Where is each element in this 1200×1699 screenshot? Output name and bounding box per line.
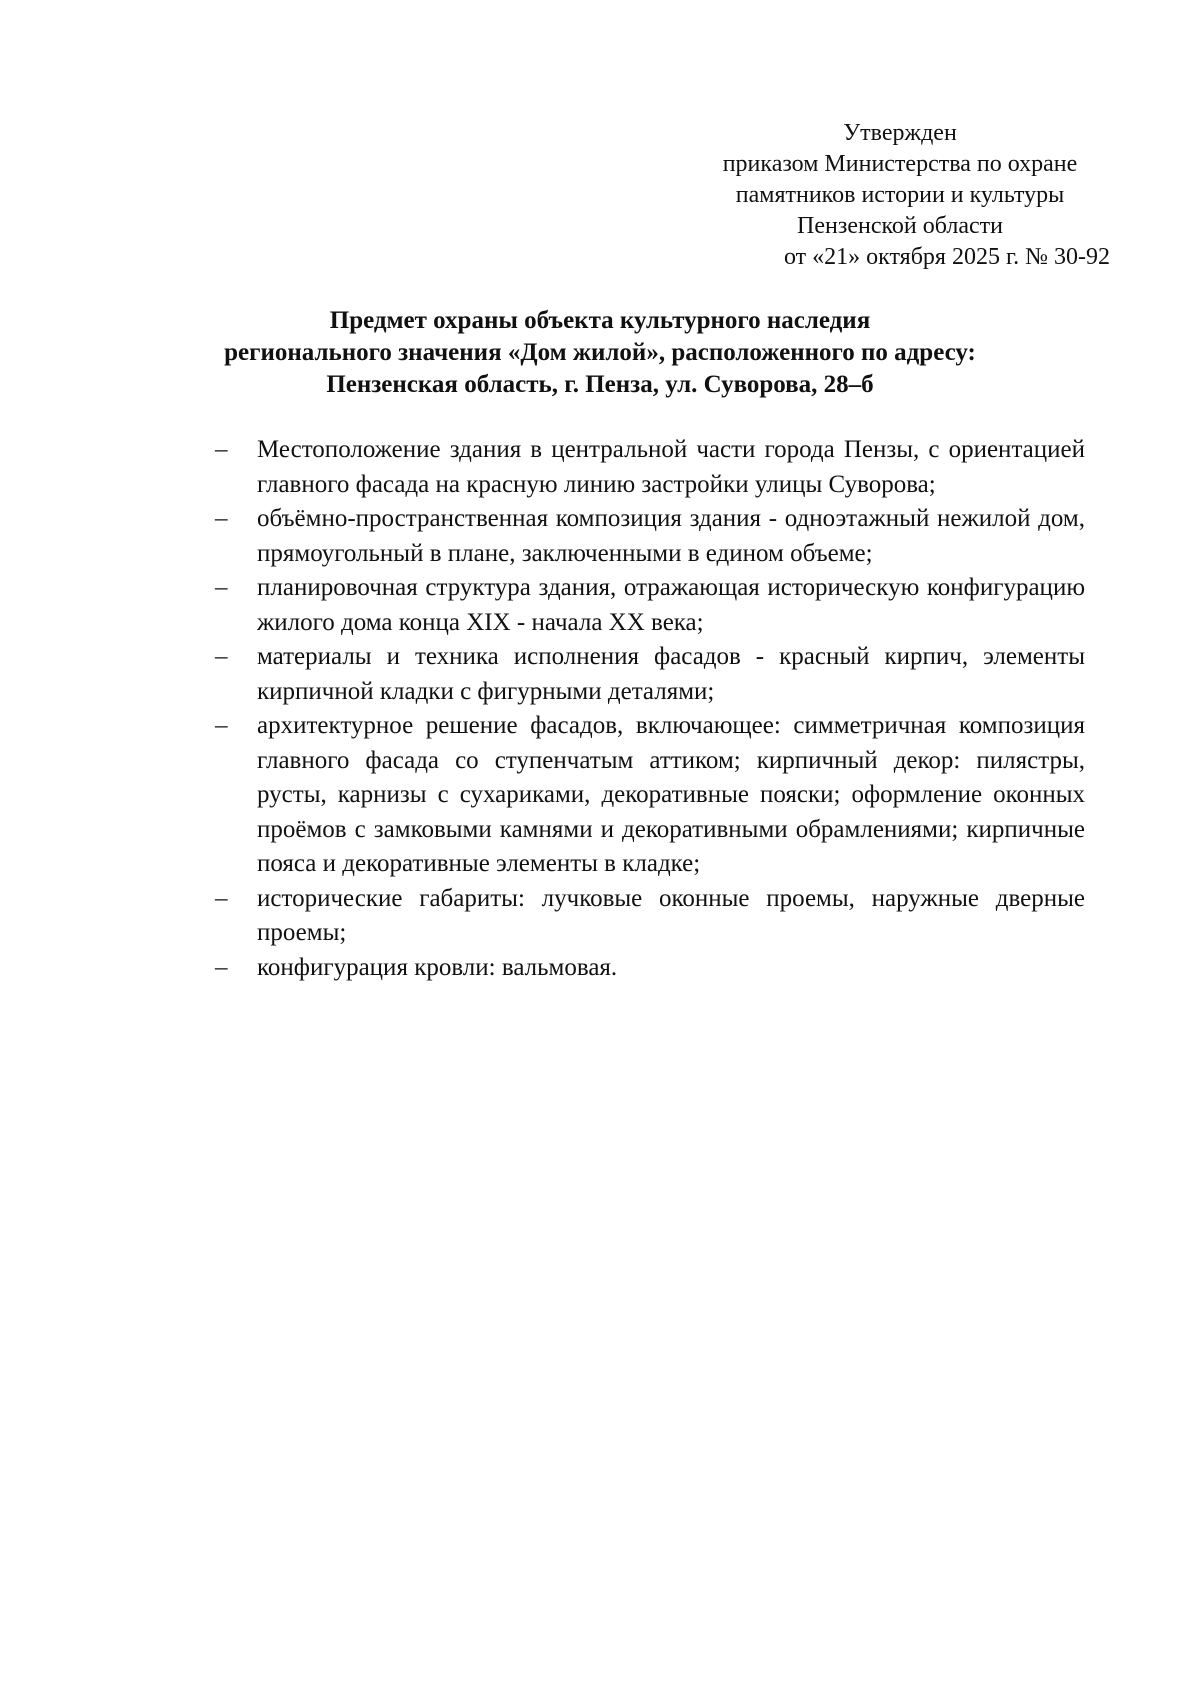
list-item [215,882,1085,951]
list-item-text: исторические габариты: лучковые оконные проемы, наружные дверные проемы; [257,884,1085,946]
document-title [150,305,1050,401]
approval-line-order: приказом Министерства по охране [722,151,1078,177]
list-item [215,709,1085,882]
list-item-text: объёмно-пространственная композиция здания - одноэтажный нежилой дом, прямоугольный в плане, заключенными в едином объеме; [257,505,1085,567]
title-line-3: Пензенская область, г. Пенза, ул. Суворова, 28–б [326,371,874,398]
list-item-text: планировочная структура здания, отражающая историческую конфигурацию жилого дома конца XIX - начала XX века; [257,574,1085,636]
approval-block [690,118,1110,273]
list-dash: – [215,712,228,739]
list-item [215,951,1085,986]
list-dash: – [215,643,228,670]
protection-subject-list [215,433,1085,985]
title-line-1: Предмет охраны объекта культурного наследия [329,307,871,334]
title-line-2: регионального значения «Дом жилой», расположенного по адресу: [224,339,976,366]
list-dash: – [215,436,228,463]
approval-line-monuments: памятников истории и культуры [735,182,1065,208]
list-dash: – [215,953,228,981]
approval-line-region: Пензенской области [797,213,1003,239]
approval-line-approved: Утвержден [843,120,957,146]
list-item-text: Местоположение здания в центральной части города Пензы, с ориентацией главного фасада на красную линию застройки улицы Суворова; [257,436,1085,498]
list-item [215,640,1085,709]
list-dash: – [215,884,228,912]
list-item [215,571,1085,640]
list-item-text: архитектурное решение фасадов, включающее: симметричная композиция главного фасада со ступенчатым аттиком; кирпичный декор: пилястры, русты, карнизы с сухариками, декоративные пояски; оформление оконных проёмов с замковыми камнями и декоративными обрамлениями; кирпичные пояса и декоративные элементы в кладке; [257,712,1085,877]
list-dash: – [215,574,228,601]
list-dash: – [215,505,228,532]
list-item [215,433,1085,502]
list-item-text: материалы и техника исполнения фасадов - красный кирпич, элементы кирпичной кладки с фигурными деталями; [257,643,1085,705]
list-item [215,502,1085,571]
list-item-text: конфигурация кровли: вальмовая. [257,953,618,981]
approval-line-date-number: от «21» октября 2025 г. № 30-92 [783,244,1110,270]
